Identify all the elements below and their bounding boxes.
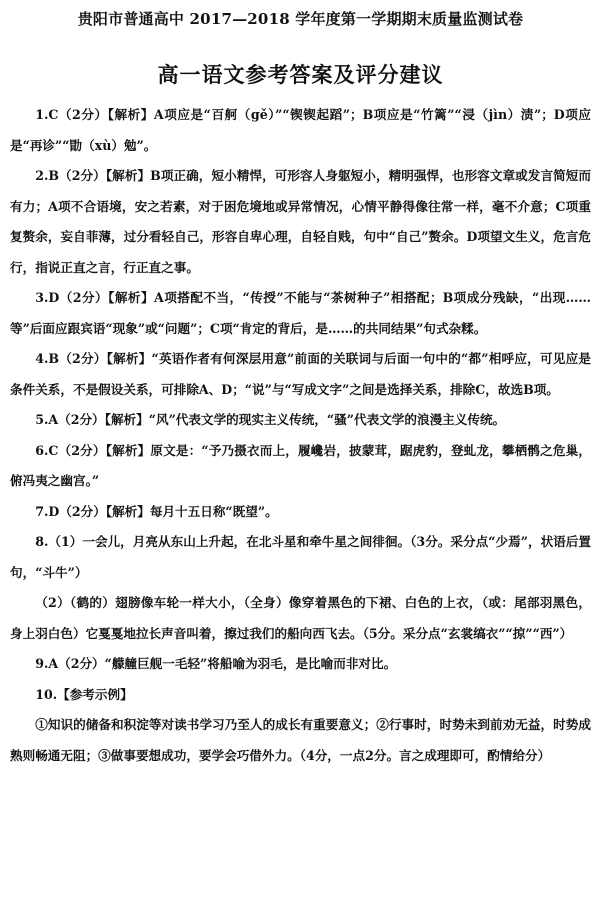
answer-6: 6.C（2分）【解析】原文是：“予乃摄衣而上，履巉岩，披蒙茸，踞虎豹，登虬龙，攀栖鹘之危巢，俯冯夷之幽宫。”: [10, 442, 591, 488]
answer-2: 2.B（2分）【解析】B项正确，短小精悍，可形容人身躯短小，精明强悍，也形容文章或发言简短而有力；A项不合语境，安之若素，对于困危境地或异常情况，心情平静得像往常一样，毫不介意；C项重复赘余，妄自菲薄，过分看轻自己，形容自卑心理，自轻自贱，句中“自己”赘余。D项望文生义，危言危行，指说正直之言，行正直之事。: [10, 168, 591, 275]
exam-header: 贵阳市普通高中 2017—2018 学年度第一学期期末质量监测试卷: [77, 10, 524, 28]
answer-3: 3.D（2分）【解析】A项搭配不当，“传授”不能与“茶树种子”相搭配；B项成分残缺，“出现……等”后面应跟宾语“现象”或“问题”；C项“肯定的背后，是……的共同结果”句式杂糅。: [10, 290, 591, 336]
answer-5: 5.A（2分）【解析】“风”代表文学的现实主义传统，“骚”代表文学的浪漫主义传统。: [35, 412, 506, 427]
answer-8-1: 8.（1）一会儿，月亮从东山上升起，在北斗星和牵牛星之间徘徊。（3分。采分点“少焉”，状语后置句，“斗牛”）: [10, 534, 591, 580]
answer-8-2: （2）（鹤的）翅膀像车轮一样大小，（全身）像穿着黑色的下裙、白色的上衣，（或：尾部羽黑色，身上羽白色）它戛戛地拉长声音叫着，擦过我们的船向西飞去。（5分。采分点“玄裳缟衣”“掠”“西”）: [10, 595, 591, 641]
page-title: 高一语文参考答案及评分建议: [157, 62, 444, 87]
answer-4: 4.B（2分）【解析】“英语作者有何深层用意”前面的关联词与后面一句中的“都”相呼应，可见应是条件关系，不是假设关系，可排除A、D；“说”与“写成文字”之间是选择关系，排除C，故选B项。: [10, 351, 591, 397]
answer-9: 9.A（2分）“艨艟巨舰一毛轻”将船喻为羽毛，是比喻而非对比。: [35, 656, 397, 671]
answer-7: 7.D（2分）【解析】每月十五日称“既望”。: [35, 503, 278, 519]
answer-1: 1.C（2分）【解析】A项应是“百舸（gě）”“锲锲起蹈”；B项应是“竹篱”“浸（jìn）渍”；D项应是“再诊”“勖（xù）勉”。: [10, 107, 591, 153]
answer-10-body: ①知识的储备和积淀等对读书学习乃至人的成长有重要意义；②行事时，时势未到前劝无益，时势成熟则畅通无阻；③做事要想成功，要学会巧借外力。（4分，一点2分。言之成理即可，酌情给分）: [10, 717, 591, 763]
answer-10-heading: 10.【参考示例】: [35, 686, 133, 702]
